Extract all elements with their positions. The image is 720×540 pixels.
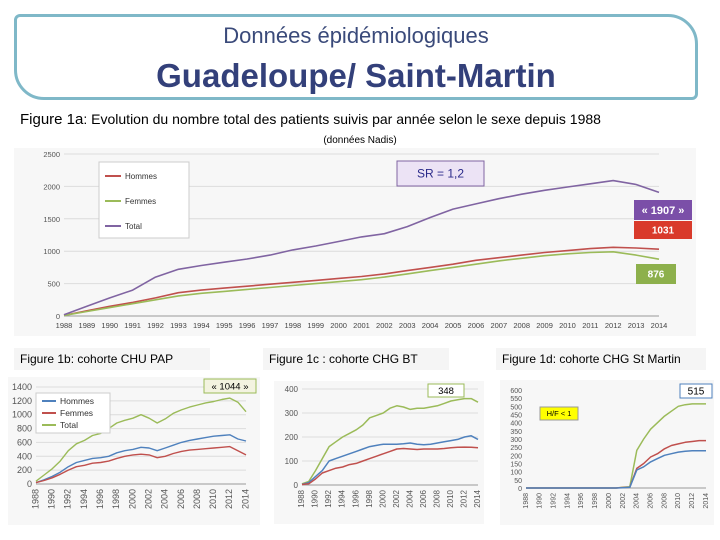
x-tick-label: 1994 <box>192 321 210 330</box>
figure-1c-chart <box>274 381 484 524</box>
x-tick-label: 2012 <box>224 489 235 510</box>
figure-1a-title <box>20 111 601 128</box>
x-tick-label: 2002 <box>376 321 393 330</box>
series-line <box>526 441 706 488</box>
figure-1b-chart <box>8 377 260 525</box>
x-tick-label: 2005 <box>444 321 462 330</box>
figure-1a-caption: : Evolution du nombre total des patients suivis par année selon le sexe depuis 1988 <box>83 111 601 127</box>
x-tick-label: 1990 <box>310 490 320 508</box>
x-tick-label: 2011 <box>582 321 599 330</box>
x-tick-label: 2004 <box>421 321 439 330</box>
y-tick-label: 1000 <box>43 247 60 257</box>
header-subtitle: Données épidémiologiques <box>223 23 489 48</box>
y-tick-label: 1200 <box>11 395 32 406</box>
x-tick-label: 1994 <box>78 489 89 510</box>
legend-label: Hommes <box>60 396 95 406</box>
y-tick-label: 1000 <box>11 409 32 420</box>
x-tick-label: 1988 <box>30 489 41 510</box>
x-tick-label: 2001 <box>353 321 370 330</box>
x-tick-label: 2008 <box>191 489 202 510</box>
x-tick-label: 2009 <box>536 321 553 330</box>
x-tick-label: 2003 <box>398 321 416 330</box>
x-tick-label: 2002 <box>619 493 627 509</box>
x-tick-label: 1998 <box>592 493 600 509</box>
x-tick-label: 1988 <box>297 490 307 508</box>
figure-1a-source: (données Nadis) <box>323 135 397 146</box>
y-tick-label: 200 <box>16 465 32 476</box>
x-tick-label: 2000 <box>378 490 388 508</box>
y-tick-label: 500 <box>47 279 60 289</box>
x-tick-label: 1990 <box>536 493 544 509</box>
legend-label: Hommes <box>125 172 158 181</box>
sr-annotation: SR = 1,2 <box>416 166 465 181</box>
header-banner <box>14 14 698 100</box>
y-tick-label: 50 <box>514 477 522 485</box>
header-title: Guadeloupe/ Saint-Martin <box>156 57 556 94</box>
x-tick-label: 2008 <box>432 490 442 508</box>
y-tick-label: 0 <box>293 481 298 490</box>
x-tick-label: 2000 <box>330 321 347 330</box>
x-tick-label: 1992 <box>550 493 558 509</box>
x-tick-label: 1996 <box>351 490 361 508</box>
x-tick-label: 2010 <box>446 490 456 508</box>
figure-1a-chart <box>14 148 696 336</box>
x-tick-label: 2006 <box>175 489 186 510</box>
y-tick-label: 200 <box>510 453 522 461</box>
y-tick-label: 250 <box>510 445 522 453</box>
x-tick-label: 1998 <box>364 490 374 508</box>
x-tick-label: 2008 <box>661 493 669 509</box>
x-tick-label: 1992 <box>324 490 334 508</box>
x-tick-label: 2010 <box>208 489 219 510</box>
figure-1d-chart <box>500 380 714 525</box>
x-tick-label: 2002 <box>143 489 154 510</box>
y-tick-label: 600 <box>510 388 522 395</box>
x-tick-label: 1990 <box>46 489 57 510</box>
y-tick-label: 100 <box>284 457 298 466</box>
y-tick-label: 400 <box>284 385 298 394</box>
x-tick-label: 2013 <box>627 321 645 330</box>
x-tick-label: 2012 <box>459 490 469 508</box>
y-tick-label: 450 <box>510 412 522 420</box>
hommes-end-annotation: 1031 <box>651 225 675 237</box>
legend-label: Total <box>125 222 142 231</box>
x-tick-label: 2006 <box>418 490 428 508</box>
x-tick-label: 1991 <box>124 321 141 330</box>
x-tick-label: 1998 <box>284 321 302 330</box>
x-tick-label: 1993 <box>170 321 187 330</box>
y-tick-label: 1400 <box>11 382 32 392</box>
x-tick-label: 2000 <box>127 489 138 510</box>
x-tick-label: 2006 <box>467 321 485 330</box>
legend-label: Total <box>60 420 78 430</box>
x-tick-label: 2004 <box>633 493 641 509</box>
x-tick-label: 2012 <box>604 321 622 330</box>
x-tick-label: 2010 <box>675 493 683 509</box>
y-tick-label: 1500 <box>43 214 60 224</box>
y-tick-label: 0 <box>55 312 60 321</box>
x-tick-label: 1988 <box>55 321 73 330</box>
total-end-annotation: « 1044 » <box>211 381 249 393</box>
figure-1c-label: Figure 1c : cohorte CHG BT <box>263 348 449 370</box>
x-tick-label: 1999 <box>307 321 325 330</box>
y-tick-label: 550 <box>510 396 522 404</box>
x-tick-label: 1990 <box>101 321 119 330</box>
x-tick-label: 1996 <box>238 321 256 330</box>
x-tick-label: 1992 <box>147 321 164 330</box>
series-line <box>302 436 478 485</box>
x-tick-label: 2006 <box>647 493 655 509</box>
x-tick-label: 1988 <box>522 493 530 509</box>
x-tick-label: 1996 <box>94 489 105 510</box>
x-tick-label: 2014 <box>473 490 483 508</box>
total-end-annotation: 348 <box>438 385 454 397</box>
series-line <box>64 247 659 315</box>
y-tick-label: 100 <box>510 469 522 477</box>
y-tick-label: 300 <box>510 437 522 444</box>
x-tick-label: 2002 <box>391 490 401 508</box>
y-tick-label: 200 <box>284 433 298 442</box>
y-tick-label: 0 <box>26 479 32 489</box>
y-tick-label: 500 <box>510 404 522 412</box>
y-tick-label: 150 <box>510 461 522 469</box>
x-tick-label: 2014 <box>650 321 668 330</box>
x-tick-label: 1994 <box>337 490 347 508</box>
y-tick-label: 400 <box>510 420 522 428</box>
x-tick-label: 2014 <box>240 489 251 510</box>
figure-1d-label: Figure 1d: cohorte CHG St Martin <box>496 348 706 370</box>
x-tick-label: 2010 <box>559 321 576 330</box>
total-end-annotation: 515 <box>687 386 705 398</box>
legend-label: Femmes <box>125 197 157 206</box>
x-tick-label: 2008 <box>513 321 531 330</box>
femmes-end-annotation: 876 <box>647 269 665 281</box>
y-tick-label: 300 <box>284 409 298 418</box>
x-tick-label: 1994 <box>564 493 572 509</box>
x-tick-label: 2014 <box>702 493 710 509</box>
y-tick-label: 600 <box>16 437 32 448</box>
x-tick-label: 1989 <box>78 321 96 330</box>
x-tick-label: 2004 <box>159 489 170 510</box>
total-end-annotation: « 1907 » <box>641 204 685 217</box>
y-tick-label: 800 <box>16 423 32 434</box>
x-tick-label: 2000 <box>605 493 613 509</box>
x-tick-label: 1992 <box>62 489 73 510</box>
hf-annotation: H/F < 1 <box>546 409 572 419</box>
x-tick-label: 2012 <box>688 493 696 509</box>
figure-1b-label: Figure 1b: cohorte CHU PAP <box>14 348 210 370</box>
figure-1a-label: Figure 1a <box>20 111 84 128</box>
x-tick-label: 1997 <box>261 321 279 330</box>
x-tick-label: 1996 <box>578 493 586 509</box>
legend-label: Femmes <box>60 408 94 418</box>
x-tick-label: 2007 <box>490 321 508 330</box>
y-tick-label: 350 <box>510 428 522 436</box>
x-tick-label: 1998 <box>111 489 122 510</box>
series-line <box>526 451 706 488</box>
x-tick-label: 2004 <box>405 490 415 508</box>
y-tick-label: 0 <box>518 486 522 493</box>
y-tick-label: 2000 <box>43 182 60 192</box>
x-tick-label: 1995 <box>215 321 233 330</box>
y-tick-label: 2500 <box>43 150 60 159</box>
series-line <box>302 447 478 484</box>
y-tick-label: 400 <box>16 451 32 462</box>
